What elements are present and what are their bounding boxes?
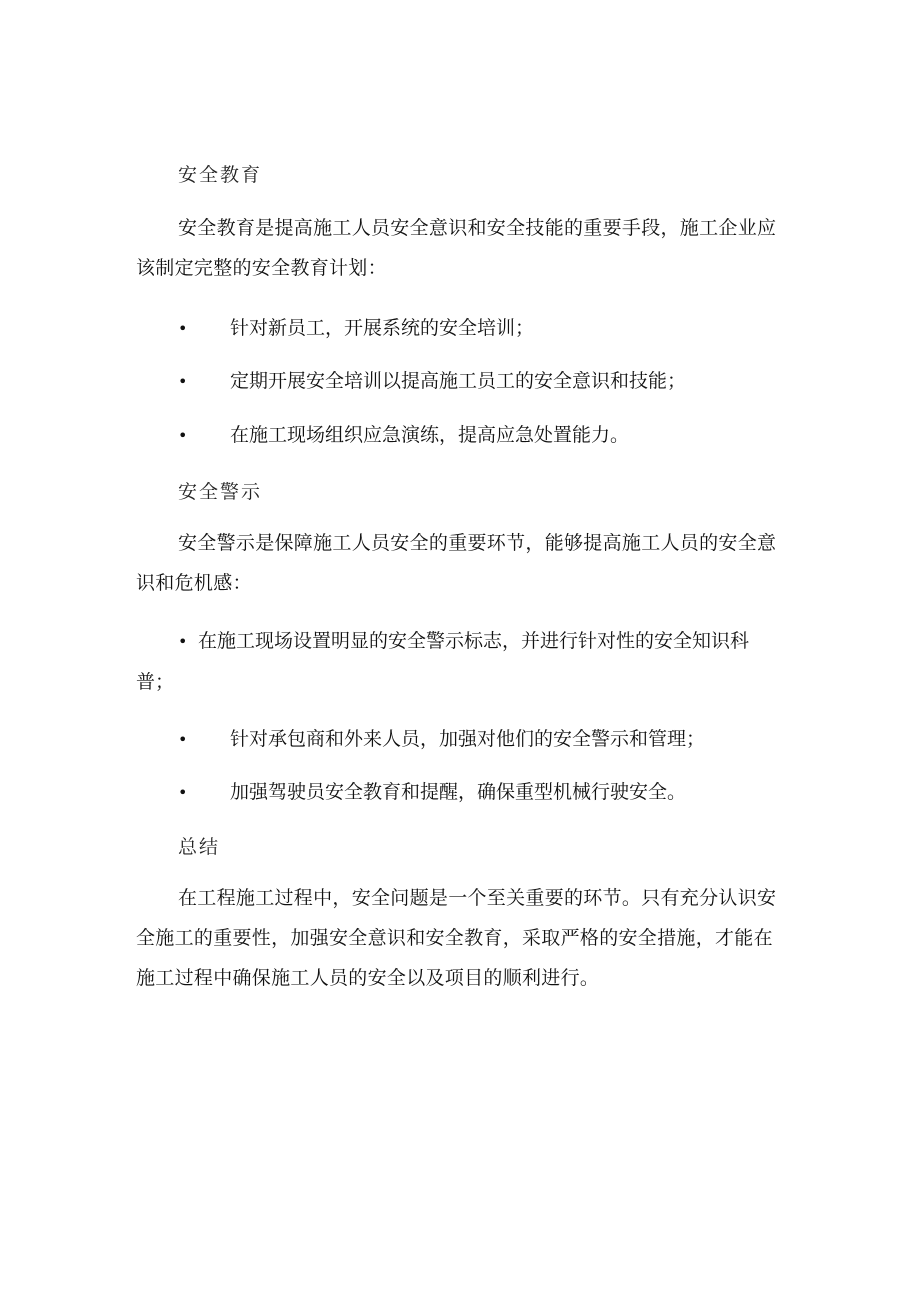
list-item-text: 在施工现场设置明显的安全警示标志，并进行针对性的安全知识科普； (136, 630, 750, 693)
list-item (178, 777, 686, 804)
list-item (178, 313, 534, 340)
bullet-icon: • (178, 783, 188, 802)
list-item (136, 621, 786, 702)
bullet-icon: • (178, 319, 188, 338)
list-item (178, 724, 705, 751)
list-item-text: 定期开展安全培训以提高施工员工的安全意识和技能； (230, 370, 687, 392)
list-item-text: 针对新员工，开展系统的安全培训； (230, 317, 535, 339)
section-paragraph-safety-warning: 安全警示是保障施工人员安全的重要环节，能够提高施工人员的安全意识和危机感： (136, 532, 777, 594)
list-item (178, 366, 686, 393)
section-heading-safety-warning: 安全警示 (178, 481, 263, 503)
list-item (178, 420, 629, 447)
section-paragraph-safety-education: 安全教育是提高施工人员安全意识和安全技能的重要手段，施工企业应该制定完整的安全教育计划： (136, 217, 777, 279)
list-item-text: 在施工现场组织应急演练，提高应急处置能力。 (230, 424, 630, 446)
bullet-icon: • (178, 730, 188, 749)
section-paragraph-summary: 在工程施工过程中，安全问题是一个至关重要的环节。只有充分认识安全施工的重要性，加强安全意识和安全教育，采取严格的安全措施，才能在施工过程中确保施工人员的安全以及项目的顺利进行。 (136, 887, 777, 989)
bullet-icon: • (178, 632, 188, 651)
section-heading-summary: 总结 (178, 836, 221, 858)
bullet-icon: • (178, 372, 188, 391)
list-item-text: 加强驾驶员安全教育和提醒，确保重型机械行驶安全。 (230, 781, 687, 803)
section-heading-safety-education: 安全教育 (178, 164, 263, 186)
bullet-icon: • (178, 426, 188, 445)
list-item-text: 针对承包商和外来人员，加强对他们的安全警示和管理； (230, 728, 706, 750)
